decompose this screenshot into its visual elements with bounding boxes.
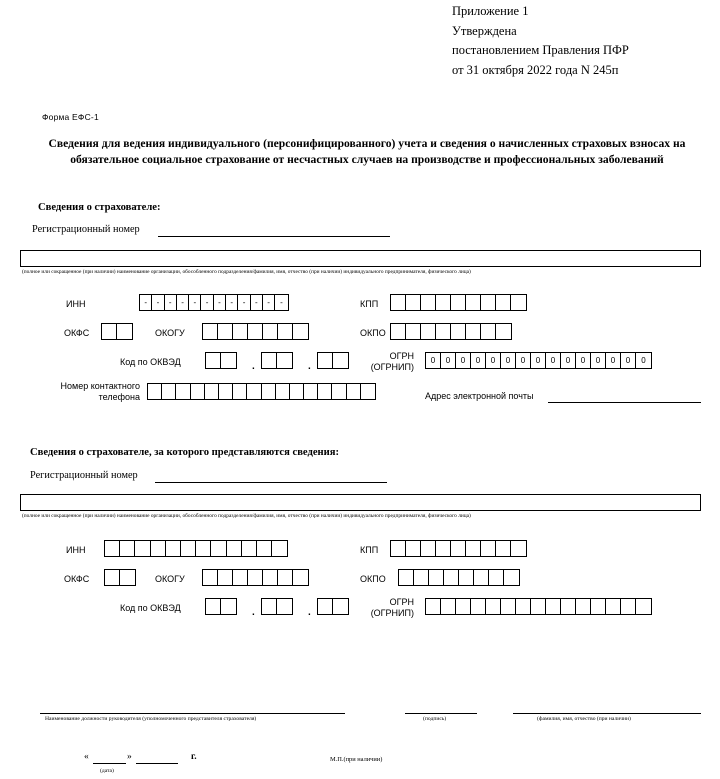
input-cell[interactable] xyxy=(406,541,421,556)
input-cell[interactable] xyxy=(277,599,292,614)
input-cell[interactable] xyxy=(278,324,293,339)
input-cell[interactable] xyxy=(191,384,205,399)
input-cell[interactable] xyxy=(546,599,561,614)
input-cell[interactable]: 0 xyxy=(426,353,441,368)
footer-signature-caption: (подпись) xyxy=(423,716,447,722)
section2-okved-label: Код по ОКВЭД xyxy=(120,603,181,613)
approval-line-2: Утверждена xyxy=(452,23,517,38)
input-cell[interactable] xyxy=(421,295,436,310)
section2-inn-label: ИНН xyxy=(66,545,86,555)
title-line-3: профессиональных заболеваний xyxy=(493,153,664,167)
stamp-note: М.П.(при наличии) xyxy=(330,756,383,763)
input-cell[interactable] xyxy=(221,599,236,614)
section1-ogrn-label-line1: ОГРН xyxy=(389,351,414,361)
input-cell[interactable] xyxy=(221,353,236,368)
input-cell[interactable] xyxy=(203,324,218,339)
input-cell[interactable] xyxy=(481,295,496,310)
section2-name-caption: (полное или сокращенное (при наличии) наименование организации, обособленного подразделения/фамилия, имя, отчество (при наличии) индивидуального предпринимателя, физического лица) xyxy=(22,513,471,519)
section2-okfs-cells[interactable] xyxy=(104,569,136,586)
input-cell[interactable]: 0 xyxy=(576,353,591,368)
input-cell[interactable]: 0 xyxy=(501,353,516,368)
input-cell[interactable] xyxy=(399,570,414,585)
input-cell[interactable] xyxy=(471,599,486,614)
section2-okved-sep-2: . xyxy=(308,607,311,618)
input-cell[interactable] xyxy=(166,541,181,556)
input-cell[interactable] xyxy=(429,570,444,585)
section2-okpo-cells[interactable] xyxy=(398,569,520,586)
input-cell[interactable] xyxy=(196,541,211,556)
input-cell[interactable] xyxy=(361,384,375,399)
input-cell[interactable]: 0 xyxy=(531,353,546,368)
input-cell[interactable] xyxy=(621,599,636,614)
section2-heading: Сведения о страхователе, за которого представляются сведения: xyxy=(30,447,340,458)
input-cell[interactable] xyxy=(406,295,421,310)
section1-reg-number-label: Регистрационный номер xyxy=(32,224,140,235)
input-cell[interactable] xyxy=(248,570,263,585)
input-cell[interactable] xyxy=(466,324,481,339)
section1-okpo-label: ОКПО xyxy=(360,328,386,338)
section1-okfs-label: ОКФС xyxy=(64,328,90,338)
input-cell[interactable] xyxy=(459,570,474,585)
input-cell[interactable] xyxy=(162,384,176,399)
input-cell[interactable] xyxy=(451,295,466,310)
input-cell[interactable] xyxy=(277,353,292,368)
input-cell[interactable] xyxy=(135,541,150,556)
input-cell[interactable]: - xyxy=(177,295,189,310)
section1-email-input[interactable] xyxy=(548,402,701,403)
date-open-quote: « xyxy=(84,752,89,762)
input-cell[interactable] xyxy=(606,599,621,614)
section2-ogrn-label xyxy=(330,597,414,619)
section1-okpo-cells[interactable] xyxy=(390,323,512,340)
input-cell[interactable] xyxy=(233,570,248,585)
input-cell[interactable] xyxy=(248,324,263,339)
input-cell[interactable] xyxy=(414,570,429,585)
input-cell[interactable] xyxy=(276,384,290,399)
input-cell[interactable] xyxy=(219,384,233,399)
section1-heading: Сведения о страхователе: xyxy=(38,202,161,213)
section1-okved-group-1[interactable] xyxy=(205,352,237,369)
input-cell[interactable] xyxy=(293,324,308,339)
input-cell[interactable]: - xyxy=(201,295,213,310)
input-cell[interactable] xyxy=(511,541,526,556)
input-cell[interactable]: 0 xyxy=(441,353,456,368)
input-cell[interactable] xyxy=(290,384,304,399)
input-cell[interactable] xyxy=(120,570,135,585)
input-cell[interactable] xyxy=(332,384,346,399)
section1-ogrn-label-line2: (ОГРНИП) xyxy=(370,362,414,372)
input-cell[interactable]: 0 xyxy=(516,353,531,368)
input-cell[interactable] xyxy=(176,384,190,399)
input-cell[interactable] xyxy=(451,541,466,556)
input-cell[interactable] xyxy=(456,599,471,614)
input-cell[interactable] xyxy=(636,599,651,614)
input-cell[interactable] xyxy=(218,324,233,339)
footer-signature-input[interactable] xyxy=(405,713,477,714)
input-cell[interactable] xyxy=(247,384,261,399)
date-month-input[interactable] xyxy=(136,763,178,764)
input-cell[interactable] xyxy=(481,324,496,339)
input-cell[interactable] xyxy=(105,570,120,585)
section2-okved-sep-1: . xyxy=(252,607,255,618)
title-line-2: страховых взносах на обязательное социальное страхование от несчастных случаев на производстве и xyxy=(70,137,686,167)
section2-okpo-label: ОКПО xyxy=(360,574,386,584)
input-cell[interactable] xyxy=(227,541,242,556)
section1-okved-label: Код по ОКВЭД xyxy=(120,357,181,367)
section2-kpp-label: КПП xyxy=(360,545,379,555)
input-cell[interactable] xyxy=(211,541,226,556)
input-cell[interactable]: - xyxy=(238,295,250,310)
section1-reg-number-input[interactable] xyxy=(158,236,390,237)
input-cell[interactable] xyxy=(436,324,451,339)
footer-fio-caption: (фамилия, имя, отчество (при наличии) xyxy=(537,716,631,722)
input-cell[interactable] xyxy=(151,541,166,556)
input-cell[interactable] xyxy=(516,599,531,614)
input-cell[interactable] xyxy=(511,295,526,310)
section2-okogu-cells[interactable] xyxy=(202,569,309,586)
section2-okved-group-1[interactable] xyxy=(205,598,237,615)
input-cell[interactable]: - xyxy=(280,297,283,307)
footer-position-caption: Наименование должности руководителя (уполномоченного представителя страхователя) xyxy=(45,716,257,722)
section2-okved-group-2[interactable] xyxy=(261,598,293,615)
input-cell[interactable] xyxy=(203,570,218,585)
input-cell[interactable] xyxy=(304,384,318,399)
input-cell[interactable] xyxy=(205,384,219,399)
date-day-input[interactable] xyxy=(93,763,126,764)
input-cell[interactable] xyxy=(481,541,496,556)
section1-ogrn-cells[interactable] xyxy=(425,352,652,369)
input-cell[interactable] xyxy=(576,599,591,614)
section1-kpp-label: КПП xyxy=(360,299,379,309)
input-cell[interactable] xyxy=(421,324,436,339)
input-cell[interactable] xyxy=(489,570,504,585)
input-cell[interactable] xyxy=(263,324,278,339)
section2-inn-cells[interactable] xyxy=(104,540,288,557)
input-cell[interactable] xyxy=(206,599,221,614)
input-cell[interactable] xyxy=(561,599,576,614)
input-cell[interactable]: - xyxy=(251,295,263,310)
form-number: Форма ЕФС-1 xyxy=(42,112,99,122)
input-cell[interactable]: 0 xyxy=(546,353,561,368)
input-cell[interactable] xyxy=(451,324,466,339)
footer-position-input[interactable] xyxy=(40,713,345,714)
section2-name-input[interactable] xyxy=(20,494,701,511)
section1-phone-label-line1: Номер контактного xyxy=(60,381,140,391)
section1-okved-sep-1: . xyxy=(252,361,255,372)
input-cell[interactable] xyxy=(318,384,332,399)
section2-okfs-label: ОКФС xyxy=(64,574,90,584)
input-cell[interactable] xyxy=(347,384,361,399)
input-cell[interactable] xyxy=(421,541,436,556)
section1-phone-label-line2: телефона xyxy=(98,392,140,402)
input-cell[interactable] xyxy=(262,384,276,399)
date-caption: (дата) xyxy=(100,768,114,774)
section1-inn-label: ИНН xyxy=(66,299,86,309)
section1-email-label: Адрес электронной почты xyxy=(425,391,534,401)
input-cell[interactable] xyxy=(120,541,135,556)
approval-block xyxy=(452,2,629,80)
input-cell[interactable]: 0 xyxy=(561,353,576,368)
input-cell[interactable] xyxy=(272,541,287,556)
input-cell[interactable] xyxy=(504,570,519,585)
section2-reg-number-input[interactable] xyxy=(155,482,387,483)
input-cell[interactable] xyxy=(591,599,606,614)
input-cell[interactable] xyxy=(531,599,546,614)
input-cell[interactable] xyxy=(242,541,257,556)
input-cell[interactable] xyxy=(233,384,247,399)
input-cell[interactable] xyxy=(444,570,459,585)
section2-ogrn-cells[interactable] xyxy=(425,598,652,615)
section2-reg-number-label: Регистрационный номер xyxy=(30,470,138,481)
section1-okogu-label: ОКОГУ xyxy=(155,328,185,338)
input-cell[interactable] xyxy=(262,353,277,368)
input-cell[interactable] xyxy=(102,324,117,339)
section1-inn-cells[interactable] xyxy=(139,294,289,311)
input-cell[interactable] xyxy=(117,324,132,339)
approval-line-1: Приложение 1 xyxy=(452,4,529,18)
section2-kpp-cells[interactable] xyxy=(390,540,527,557)
input-cell[interactable] xyxy=(466,541,481,556)
input-cell[interactable]: 0 xyxy=(606,353,621,368)
input-cell[interactable]: - xyxy=(226,295,238,310)
input-cell[interactable] xyxy=(496,295,511,310)
section1-phone-label xyxy=(20,381,140,403)
input-cell[interactable] xyxy=(436,541,451,556)
input-cell[interactable] xyxy=(148,384,162,399)
section1-kpp-cells[interactable] xyxy=(390,294,527,311)
input-cell[interactable]: - xyxy=(140,295,152,310)
section1-ogrn-label xyxy=(330,351,414,373)
approval-line-3: постановлением Правления ПФР xyxy=(452,43,629,57)
input-cell[interactable] xyxy=(496,541,511,556)
section1-okogu-cells[interactable] xyxy=(202,323,309,340)
footer-fio-input[interactable] xyxy=(513,713,701,714)
input-cell[interactable] xyxy=(233,324,248,339)
input-cell[interactable] xyxy=(391,541,406,556)
section2-okogu-label: ОКОГУ xyxy=(155,574,185,584)
section1-name-caption: (полное или сокращенное (при наличии) наименование организации, обособленного подразделения/фамилия, имя, отчество (при наличии) индивидуального предпринимателя, физического лица) xyxy=(22,269,471,275)
input-cell[interactable] xyxy=(278,570,293,585)
input-cell[interactable] xyxy=(406,324,421,339)
input-cell[interactable] xyxy=(262,599,277,614)
input-cell[interactable] xyxy=(501,599,516,614)
input-cell[interactable]: 0 xyxy=(591,353,606,368)
input-cell[interactable] xyxy=(486,599,501,614)
page-title xyxy=(42,136,692,169)
section1-okfs-cells[interactable] xyxy=(101,323,133,340)
section2-ogrn-label-line2: (ОГРНИП) xyxy=(370,608,414,618)
date-year-suffix: г. xyxy=(191,752,197,762)
input-cell[interactable]: 0 xyxy=(486,353,501,368)
date-close-quote: » xyxy=(127,752,132,762)
input-cell[interactable] xyxy=(181,541,196,556)
section1-phone-cells[interactable] xyxy=(147,383,376,400)
input-cell[interactable]: - xyxy=(214,295,226,310)
input-cell[interactable] xyxy=(263,570,278,585)
input-cell[interactable]: 0 xyxy=(621,353,636,368)
section1-okved-group-2[interactable] xyxy=(261,352,293,369)
approval-line-4: от 31 октября 2022 года N 245п xyxy=(452,62,619,77)
input-cell[interactable]: 0 xyxy=(456,353,471,368)
input-cell[interactable] xyxy=(206,353,221,368)
input-cell[interactable] xyxy=(426,599,441,614)
input-cell[interactable]: - xyxy=(189,295,201,310)
input-cell[interactable]: 0 xyxy=(641,355,646,365)
input-cell[interactable] xyxy=(466,295,481,310)
input-cell[interactable] xyxy=(105,541,120,556)
title-line-1: Сведения для ведения индивидуального (персонифицированного) учета и сведения о начисленных xyxy=(48,137,569,150)
section2-ogrn-label-line1: ОГРН xyxy=(389,597,414,607)
section1-name-input[interactable] xyxy=(20,250,701,267)
input-cell[interactable] xyxy=(441,599,456,614)
section1-okved-sep-2: . xyxy=(308,361,311,372)
input-cell[interactable] xyxy=(293,570,308,585)
input-cell[interactable]: 0 xyxy=(471,353,486,368)
input-cell[interactable] xyxy=(391,324,406,339)
input-cell[interactable] xyxy=(436,295,451,310)
input-cell[interactable] xyxy=(257,541,272,556)
input-cell[interactable]: - xyxy=(263,295,275,310)
input-cell[interactable] xyxy=(218,570,233,585)
input-cell[interactable] xyxy=(496,324,511,339)
input-cell[interactable] xyxy=(391,295,406,310)
input-cell[interactable]: - xyxy=(152,295,164,310)
input-cell[interactable]: - xyxy=(165,295,177,310)
input-cell[interactable] xyxy=(474,570,489,585)
